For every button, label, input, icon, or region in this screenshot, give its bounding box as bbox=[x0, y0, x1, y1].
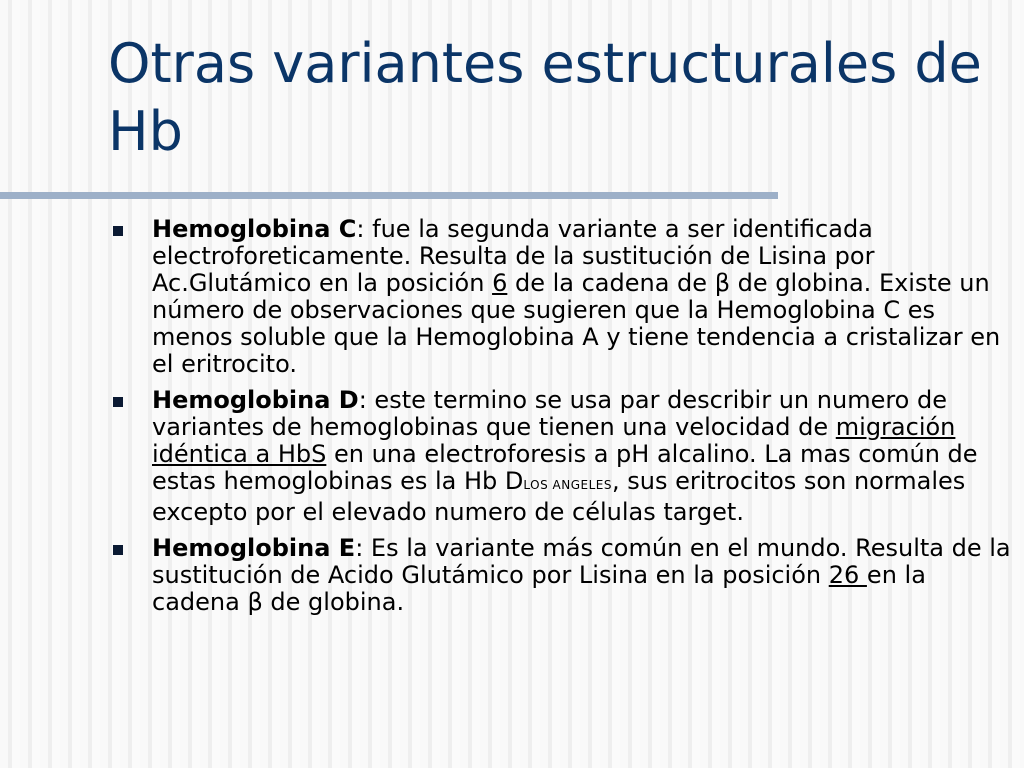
bullet-hemoglobina-c bbox=[112, 216, 1012, 378]
subscript-los-angeles: LOS ANGELES bbox=[523, 478, 612, 492]
bullet-hemoglobina-e bbox=[112, 535, 1012, 616]
bullet-term: Hemoglobina C bbox=[152, 215, 357, 243]
bullet-hemoglobina-d bbox=[112, 387, 1012, 526]
bullet-text: de globina. Existe un número de observaciones que sugieren que la Hemoglobina C es menos soluble que la Hemoglobina A y tiene tendencia a cristalizar en el eritrocito. bbox=[152, 269, 1001, 378]
square-bullet-icon bbox=[113, 226, 123, 236]
bullet-text: en una electroforesis a pH alcalino. La mas común de estas hemoglobinas es la Hb D bbox=[152, 440, 978, 495]
bullet-text: en la cadena bbox=[152, 561, 926, 616]
beta-symbol: β bbox=[247, 588, 263, 616]
bullet-text: : fue la segunda variante a ser identificada electroforeticamente. Resulta de la sustitución de Lisina por Ac.Glutámico en la posición bbox=[152, 215, 875, 297]
underlined-position: 26 bbox=[828, 561, 867, 589]
bullet-text: de la cadena de bbox=[507, 269, 715, 297]
slide-title: Otras variantes estructurales de Hb bbox=[108, 32, 982, 163]
bullet-term: Hemoglobina E bbox=[152, 534, 356, 562]
underlined-phrase: migración idéntica a HbS bbox=[152, 413, 956, 468]
bullet-text: de globina. bbox=[262, 588, 405, 616]
bullet-text: , sus eritrocitos son normales excepto por el elevado numero de células target. bbox=[152, 467, 966, 526]
bullet-list bbox=[112, 216, 1012, 625]
underlined-position: 6 bbox=[492, 269, 508, 297]
bullet-term: Hemoglobina D bbox=[152, 386, 359, 414]
square-bullet-icon bbox=[113, 397, 123, 407]
square-bullet-icon bbox=[113, 545, 123, 555]
bullet-text: : este termino se usa par describir un numero de variantes de hemoglobinas que tienen una velocidad de bbox=[152, 386, 947, 441]
beta-symbol: β bbox=[714, 269, 731, 297]
bullet-text: : Es la variante más común en el mundo. Resulta de la sustitución de Acido Glutámico por Lisina en la posición bbox=[152, 534, 1011, 589]
title-divider bbox=[0, 192, 778, 199]
